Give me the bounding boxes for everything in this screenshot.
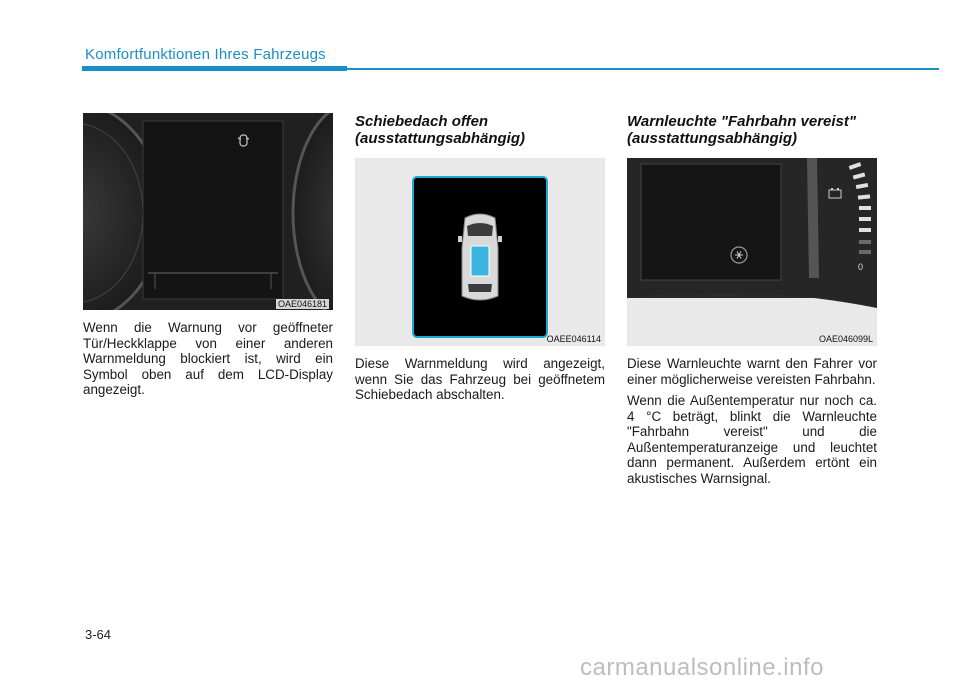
cluster-illustration xyxy=(83,113,333,310)
figure-code: OAE046181 xyxy=(277,299,327,309)
section-title xyxy=(355,113,605,147)
column-sunroof-open xyxy=(355,113,605,403)
section-title xyxy=(627,113,877,147)
section-title-line1: Warnleuchte "Fahrbahn vereist" xyxy=(627,113,857,130)
paragraph: Wenn die Außentemperatur nur noch ca. 4 °C beträgt, blinkt die Warnleuchte "Fahrbahn vereist" und die Außentemperaturanzeige und leuchtet dann permanent. Außerdem ertönt ein akustisches Warnsignal. xyxy=(627,393,877,486)
paragraph: Diese Warnmeldung wird angezeigt, wenn Sie das Fahrzeug bei geöffnetem Schiebedach abschalten. xyxy=(355,356,605,402)
page-number: 3-64 xyxy=(85,627,112,642)
gauge-zero-label: 0 xyxy=(858,262,864,272)
figure-cluster-door-icon xyxy=(83,113,333,310)
section-title-line2: (ausstattungsabhängig) xyxy=(627,130,798,147)
figure-icy-road-cluster xyxy=(627,158,877,346)
section-title-line1: Schiebedach offen xyxy=(355,113,489,130)
figure-code: OAEE046114 xyxy=(546,334,601,344)
car-top-view-icon xyxy=(458,214,502,300)
section-title-line2: (ausstattungsabhängig) xyxy=(355,130,526,147)
watermark: carmanualsonline.info xyxy=(580,654,824,681)
column-door-warning xyxy=(83,113,333,398)
paragraph: Wenn die Warnung vor geöffneter Tür/Heckklappe von einer anderen Warnmeldung blockiert ist, wird ein Symbol oben auf dem LCD-Display angezeigt. xyxy=(83,320,333,397)
column-icy-road-warning xyxy=(627,113,877,486)
header-rule-accent xyxy=(82,66,347,71)
header-rule xyxy=(347,68,939,70)
figure-code: OAE046099L xyxy=(818,334,873,344)
paragraph: Diese Warnleuchte warnt den Fahrer vor einer möglicherweise vereisten Fahrbahn. xyxy=(627,356,877,387)
section-header-title: Komfortfunktionen Ihres Fahrzeugs xyxy=(85,46,326,63)
icy-road-illustration xyxy=(627,158,877,346)
sunroof-illustration xyxy=(355,158,605,346)
figure-sunroof-display xyxy=(355,158,605,346)
